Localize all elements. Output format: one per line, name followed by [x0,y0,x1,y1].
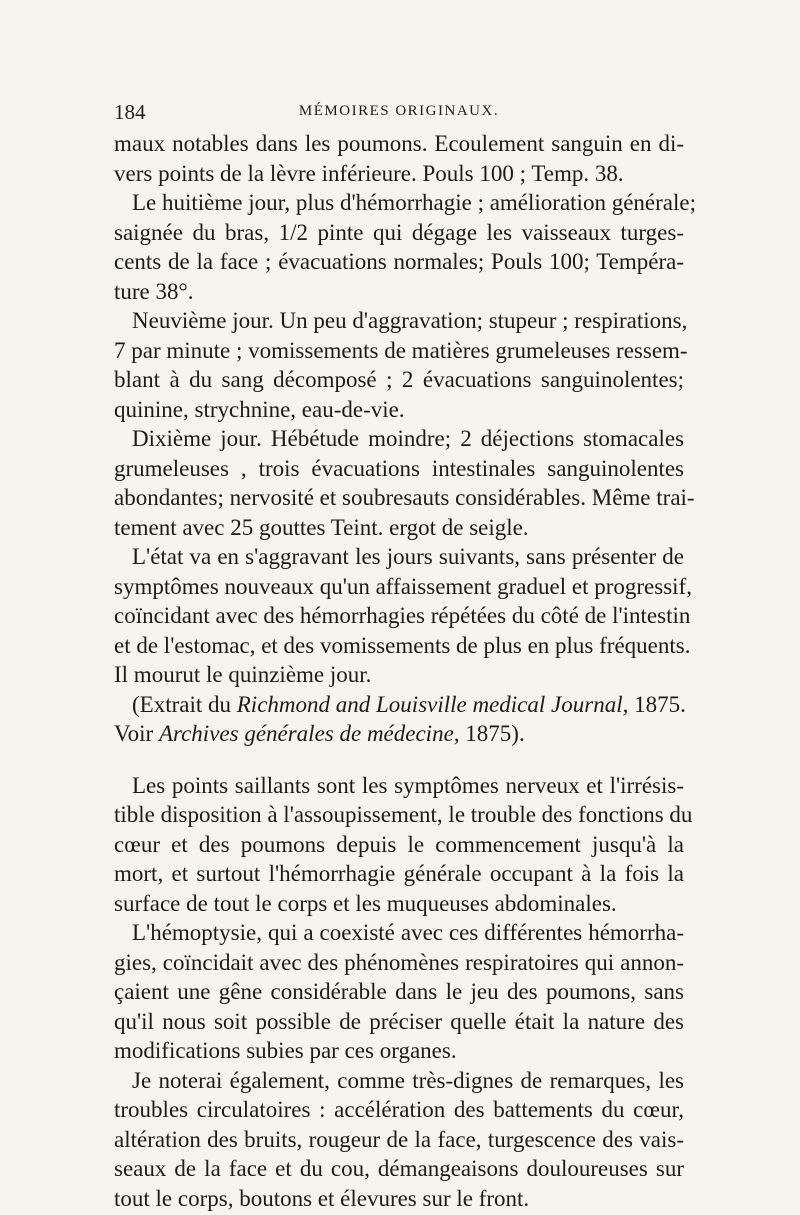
text-line: L'état va en s'aggravant les jours suivants, sans présenter de [132,544,684,569]
text-line: troubles circulatoires : accélération des battements du cœur, [114,1097,684,1122]
paragraph-gap [114,749,684,771]
page-number: 184 [114,100,146,124]
text-line: Le huitième jour, plus d'hémorrhagie ; amélioration générale; [132,190,696,215]
text-line: Il mourut le quinzième jour. [114,662,372,687]
text-line: quinine, strychnine, eau-de-vie. [114,396,405,422]
text-line: cœur et des poumons depuis le commencement jusqu'à la [114,831,684,857]
text-line: L'hémoptysie, qui a coexisté avec ces différentes hémorrha- [132,920,684,945]
text-line: symptômes nouveaux qu'un affaissement graduel et progressif, [114,573,692,599]
text-line: tement avec 25 gouttes Teint. ergot de seigle. [114,514,529,540]
text-line: coïncidant avec des hémorrhagies répétées du côté de l'intestin [114,603,691,628]
text-line: seaux de la face et du cou, démangeaisons douloureuses sur [114,1156,684,1181]
text-line: modifications subies par ces organes. [114,1038,457,1063]
text-line: gies, coïncidait avec des phénomènes respiratoires qui annon- [114,949,684,975]
text-line: saignée du bras, 1/2 pinte qui dégage les vaisseaux turges- [114,219,684,245]
text-line: surface de tout le corps et les muqueuses abdominales. [114,890,617,916]
text-line: tible disposition à l'assoupissement, le trouble des fonctions du [114,802,693,827]
text-line: cents de la face ; évacuations normales; Pouls 100; Tempéra- [114,249,684,274]
text-line: Neuvième jour. Un peu d'aggravation; stupeur ; respirations, [132,308,688,333]
text-line: 7 par minute ; vomissements de matières grumeleuses ressem- [114,337,688,363]
text-line: çaient une gêne considérable dans le jeu des poumons, sans [114,979,684,1004]
text-line: qu'il nous soit possible de préciser quelle était la nature des [114,1008,684,1034]
running-title: MÉMOIRES ORIGINAUX. [298,103,500,119]
text-line: blant à du sang décomposé ; 2 évacuations sanguinolentes; [114,367,684,392]
text-line: mort, et surtout l'hémorrhagie générale occupant à la fois la [114,861,684,886]
citation-line-2: Voir Archives générales de médecine, 1875). [114,721,525,746]
archives-title: Archives générales de médecine, [158,721,460,746]
text-line: vers points de la lèvre inférieure. Pouls 100 ; Temp. 38. [114,160,624,186]
text-line: grumeleuses , trois évacuations intestinales sanguinolentes [114,455,684,481]
text-line: Je noterai également, comme très-dignes de remarques, les [132,1067,684,1093]
journal-title: Richmond and Louisville medical Journal, [236,691,629,717]
text-line: ture 38°. [114,278,194,304]
body-text [114,129,696,1213]
text-line: Les points saillants sont les symptômes nerveux et l'irrésis- [132,772,684,798]
text-line: et de l'estomac, et des vomissements de plus en plus fréquents. [114,632,691,658]
text-line: tout le corps, boutons et élevures sur le front. [114,1185,530,1211]
page-header [114,100,684,124]
text-line: maux notables dans les poumons. Ecoulement sanguin en di- [114,131,684,156]
text-line: Dixième jour. Hébétude moindre; 2 déjections stomacales [132,426,684,451]
text-line: abondantes; nervosité et soubresauts considérables. Même trai- [114,485,695,510]
citation-line-1: (Extrait du Richmond and Louisville medical Journal, 1875. [132,691,686,717]
text-line: altération des bruits, rougeur de la face, turgescence des vais- [114,1126,684,1152]
